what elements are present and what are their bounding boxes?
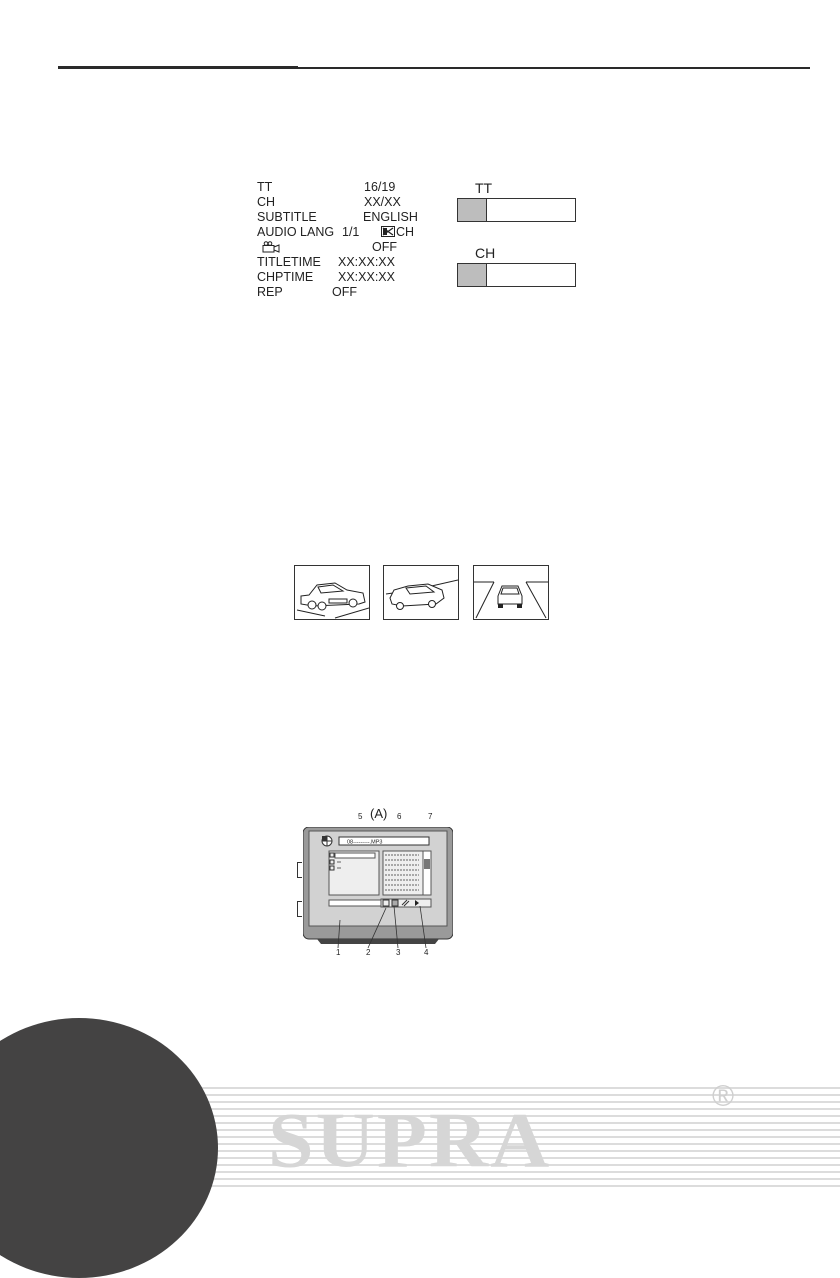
figure-caption: (A) (370, 806, 388, 821)
osd-value: 1/1 (342, 225, 360, 239)
osd-label: TITLETIME (257, 255, 321, 269)
osd-value: OFF (372, 240, 397, 254)
osd-value: XX/XX (364, 195, 401, 209)
ch-bar-label: CH (475, 245, 496, 261)
callout-4: 4 (424, 948, 429, 957)
car-rear-angle-icon (383, 565, 459, 620)
osd-label: SUBTITLE (257, 210, 317, 224)
bracket-mark (297, 901, 302, 917)
callout-2: 2 (366, 948, 371, 957)
osd-extra: CH (396, 225, 415, 239)
osd-label: AUDIO LANG (257, 225, 335, 239)
ch-progress-bar (457, 263, 576, 287)
osd-value: XX:XX:XX (338, 255, 395, 269)
callout-1: 1 (336, 948, 341, 957)
osd-label: CH (257, 195, 276, 209)
callout-6: 6 (397, 812, 402, 821)
tt-progress-fill (458, 199, 487, 221)
audio-channel-icon (381, 226, 395, 241)
osd-label: TT (257, 180, 273, 194)
brand-logo: SUPRA (268, 1097, 552, 1184)
callout-7: 7 (428, 812, 433, 821)
osd-label: CHPTIME (257, 270, 314, 284)
callout-3: 3 (396, 948, 401, 957)
osd-value: 16/19 (364, 180, 396, 194)
bracket-mark (297, 862, 302, 878)
path-text: 08---------.MP3 (347, 839, 383, 846)
header-rule-accent (58, 66, 298, 69)
registered-mark: ® (712, 1080, 735, 1113)
car-back-view-icon (473, 565, 549, 620)
ch-progress-fill (458, 264, 487, 286)
callout-5: 5 (358, 812, 363, 821)
car-front-angle-icon (294, 565, 370, 620)
tt-bar-label: TT (475, 180, 493, 196)
callout-leaders (330, 900, 440, 952)
osd-label: REP (257, 285, 283, 299)
page-corner-decoration (0, 1018, 218, 1278)
tt-progress-bar (457, 198, 576, 222)
osd-value: OFF (332, 285, 357, 299)
osd-value: XX:XX:XX (338, 270, 395, 284)
osd-value: ENGLISH (363, 210, 418, 224)
